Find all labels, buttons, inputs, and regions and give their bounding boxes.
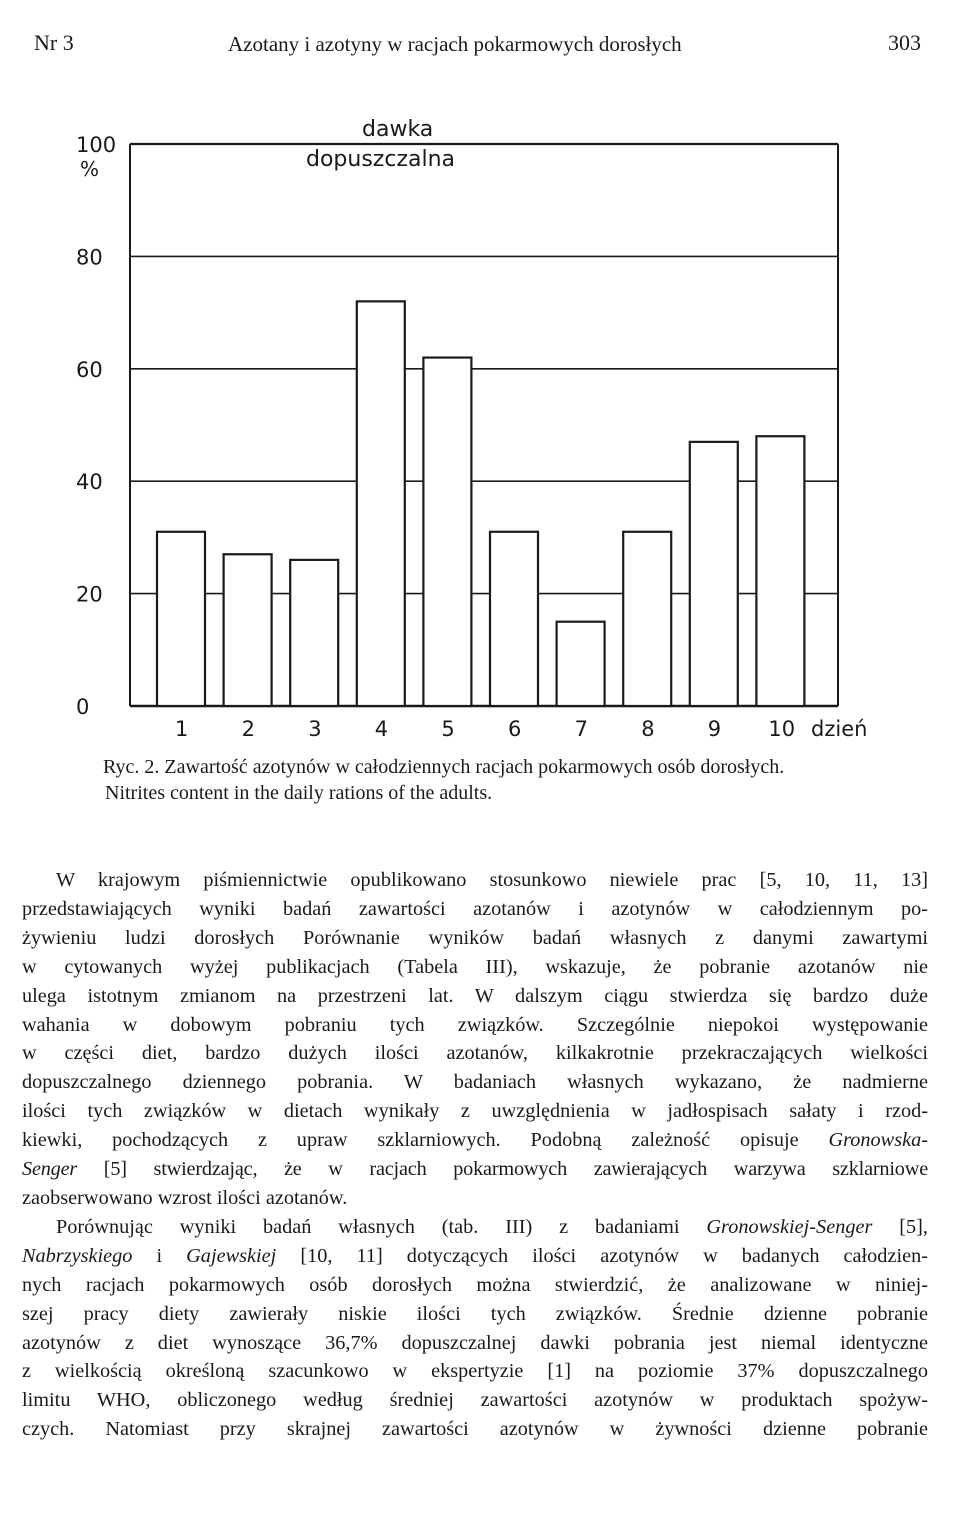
text-line: W krajowym piśmiennictwie opublikowano stosunkowo niewiele prac [5, 10, 11, 13]	[56, 869, 928, 891]
y-tick-label: 0	[76, 695, 90, 719]
text-line: ulega istotnym zmianom na przestrzeni lat. W dalszym ciągu stwierdza się bardzo duże	[22, 984, 928, 1007]
text-segment: i	[132, 1244, 187, 1267]
text-line	[22, 1242, 928, 1271]
caption-english: Nitrites content in the daily rations of the adults.	[105, 782, 493, 804]
y-tick-label: 40	[76, 470, 103, 495]
text-line: w cytowanych wyżej publikacjach (Tabela III), wskazuje, że pobranie azotanów nie	[22, 955, 928, 978]
y-tick-label: 20	[76, 582, 103, 607]
text-segment: [5],	[872, 1215, 928, 1238]
author-name: Nabrzyskiego	[22, 1244, 133, 1267]
bar	[623, 532, 671, 706]
running-title: Azotany i azotyny w racjach pokarmowych dorosłych	[228, 32, 682, 56]
text-line: wahania w dobowym pobraniu tych związków. Szczególnie niepokoi występowanie	[22, 1013, 928, 1036]
bar	[557, 622, 605, 706]
author-name: Senger	[22, 1158, 78, 1181]
text-segment: kiewki, pochodzących z upraw szklarniowych. Podobną zależność opisuje	[22, 1129, 829, 1152]
body-text	[22, 866, 928, 1444]
journal-issue: Nr 3	[34, 30, 74, 55]
bar	[490, 532, 538, 706]
text-line: limitu WHO, obliczonego według średniej zawartości azotynów w produktach spożyw-	[22, 1389, 928, 1412]
text-line: szej pracy diety zawierały niskie ilości tych związków. Średnie dzienne pobranie	[22, 1302, 928, 1325]
x-tick-label: 3	[308, 717, 322, 741]
text-line: dopuszczalnego dziennego pobrania. W badaniach własnych wykazano, że nadmierne	[22, 1071, 928, 1094]
x-tick-label: 1	[175, 717, 189, 741]
text-line: czych. Natomiast przy skrajnej zawartości azotynów w żywności dzienne pobranie	[22, 1418, 928, 1441]
author-name: Gronowska-	[828, 1129, 928, 1152]
text-segment: Porównując wyniki badań własnych (tab. III) z badaniami	[56, 1215, 707, 1238]
bar	[290, 560, 338, 706]
x-tick-label: 6	[508, 717, 522, 741]
bar	[756, 436, 804, 706]
text-line: ilości tych związków w dietach wynikały z uwzględnienia w jadłospisach sałaty i rzod-	[22, 1100, 928, 1123]
y-tick-label: 80	[76, 245, 103, 270]
text-line: nych racjach pokarmowych osób dorosłych można stwierdzić, że analizowane w niniej-	[22, 1273, 928, 1296]
text-line: w części diet, bardzo dużych ilości azotanów, kilkakrotnie przekraczających wielkości	[22, 1042, 928, 1065]
y-axis-unit: %	[80, 157, 100, 181]
caption-polish: Ryc. 2. Zawartość azotynów w całodziennych racjach pokarmowych osób dorosłych.	[103, 756, 785, 778]
figure-caption	[103, 754, 784, 806]
text-line: żywieniu ludzi dorosłych Porównanie wyników badań własnych z danymi zawartymi	[22, 926, 928, 949]
bar	[357, 301, 405, 706]
reference-label-line2: dopuszczalna	[306, 147, 456, 172]
author-name: Gajewskiej	[186, 1244, 277, 1267]
text-line: azotynów z diet wynoszące 36,7% dopuszczalnej dawki pobrania jest niemal identyczne	[22, 1331, 928, 1354]
text-line	[22, 1213, 928, 1242]
text-line	[22, 1155, 928, 1184]
bar	[690, 442, 738, 706]
author-name: Gronowskiej-Senger	[706, 1215, 873, 1238]
y-tick-label: 100	[76, 133, 117, 157]
page-number: 303	[888, 30, 921, 55]
text-line: zaobserwowano wzrost ilości azotanów.	[22, 1186, 348, 1209]
x-tick-label: 5	[441, 717, 455, 741]
page-header	[0, 30, 960, 64]
x-tick-label: 10	[768, 717, 796, 741]
bar	[423, 358, 471, 706]
x-tick-label: 8	[641, 717, 655, 741]
nitrites-bar-chart	[70, 92, 880, 742]
text-line	[22, 1126, 928, 1155]
y-tick-label: 60	[76, 357, 103, 382]
x-tick-label: 9	[707, 717, 722, 741]
bar	[157, 532, 205, 706]
text-line: z wielkością określoną szacunkowo w ekspertyzie [1] na poziomie 37% dopuszczalnego	[22, 1360, 928, 1383]
x-tick-label: 4	[374, 717, 389, 741]
bar	[224, 554, 272, 706]
text-segment: [5] stwierdzając, że w racjach pokarmowych zawierających warzywa szklarniowe	[77, 1158, 928, 1181]
x-tick-label: 2	[241, 717, 255, 741]
text-segment: [10, 11] dotyczących ilości azotynów w badanych całodzien-	[276, 1244, 928, 1267]
x-axis-unit: dzień	[811, 717, 868, 741]
x-tick-label: 7	[574, 717, 588, 741]
text-line: przedstawiających wyniki badań zawartości azotanów i azotynów w całodziennym po-	[22, 897, 928, 920]
reference-label-line1: dawka	[362, 117, 434, 142]
